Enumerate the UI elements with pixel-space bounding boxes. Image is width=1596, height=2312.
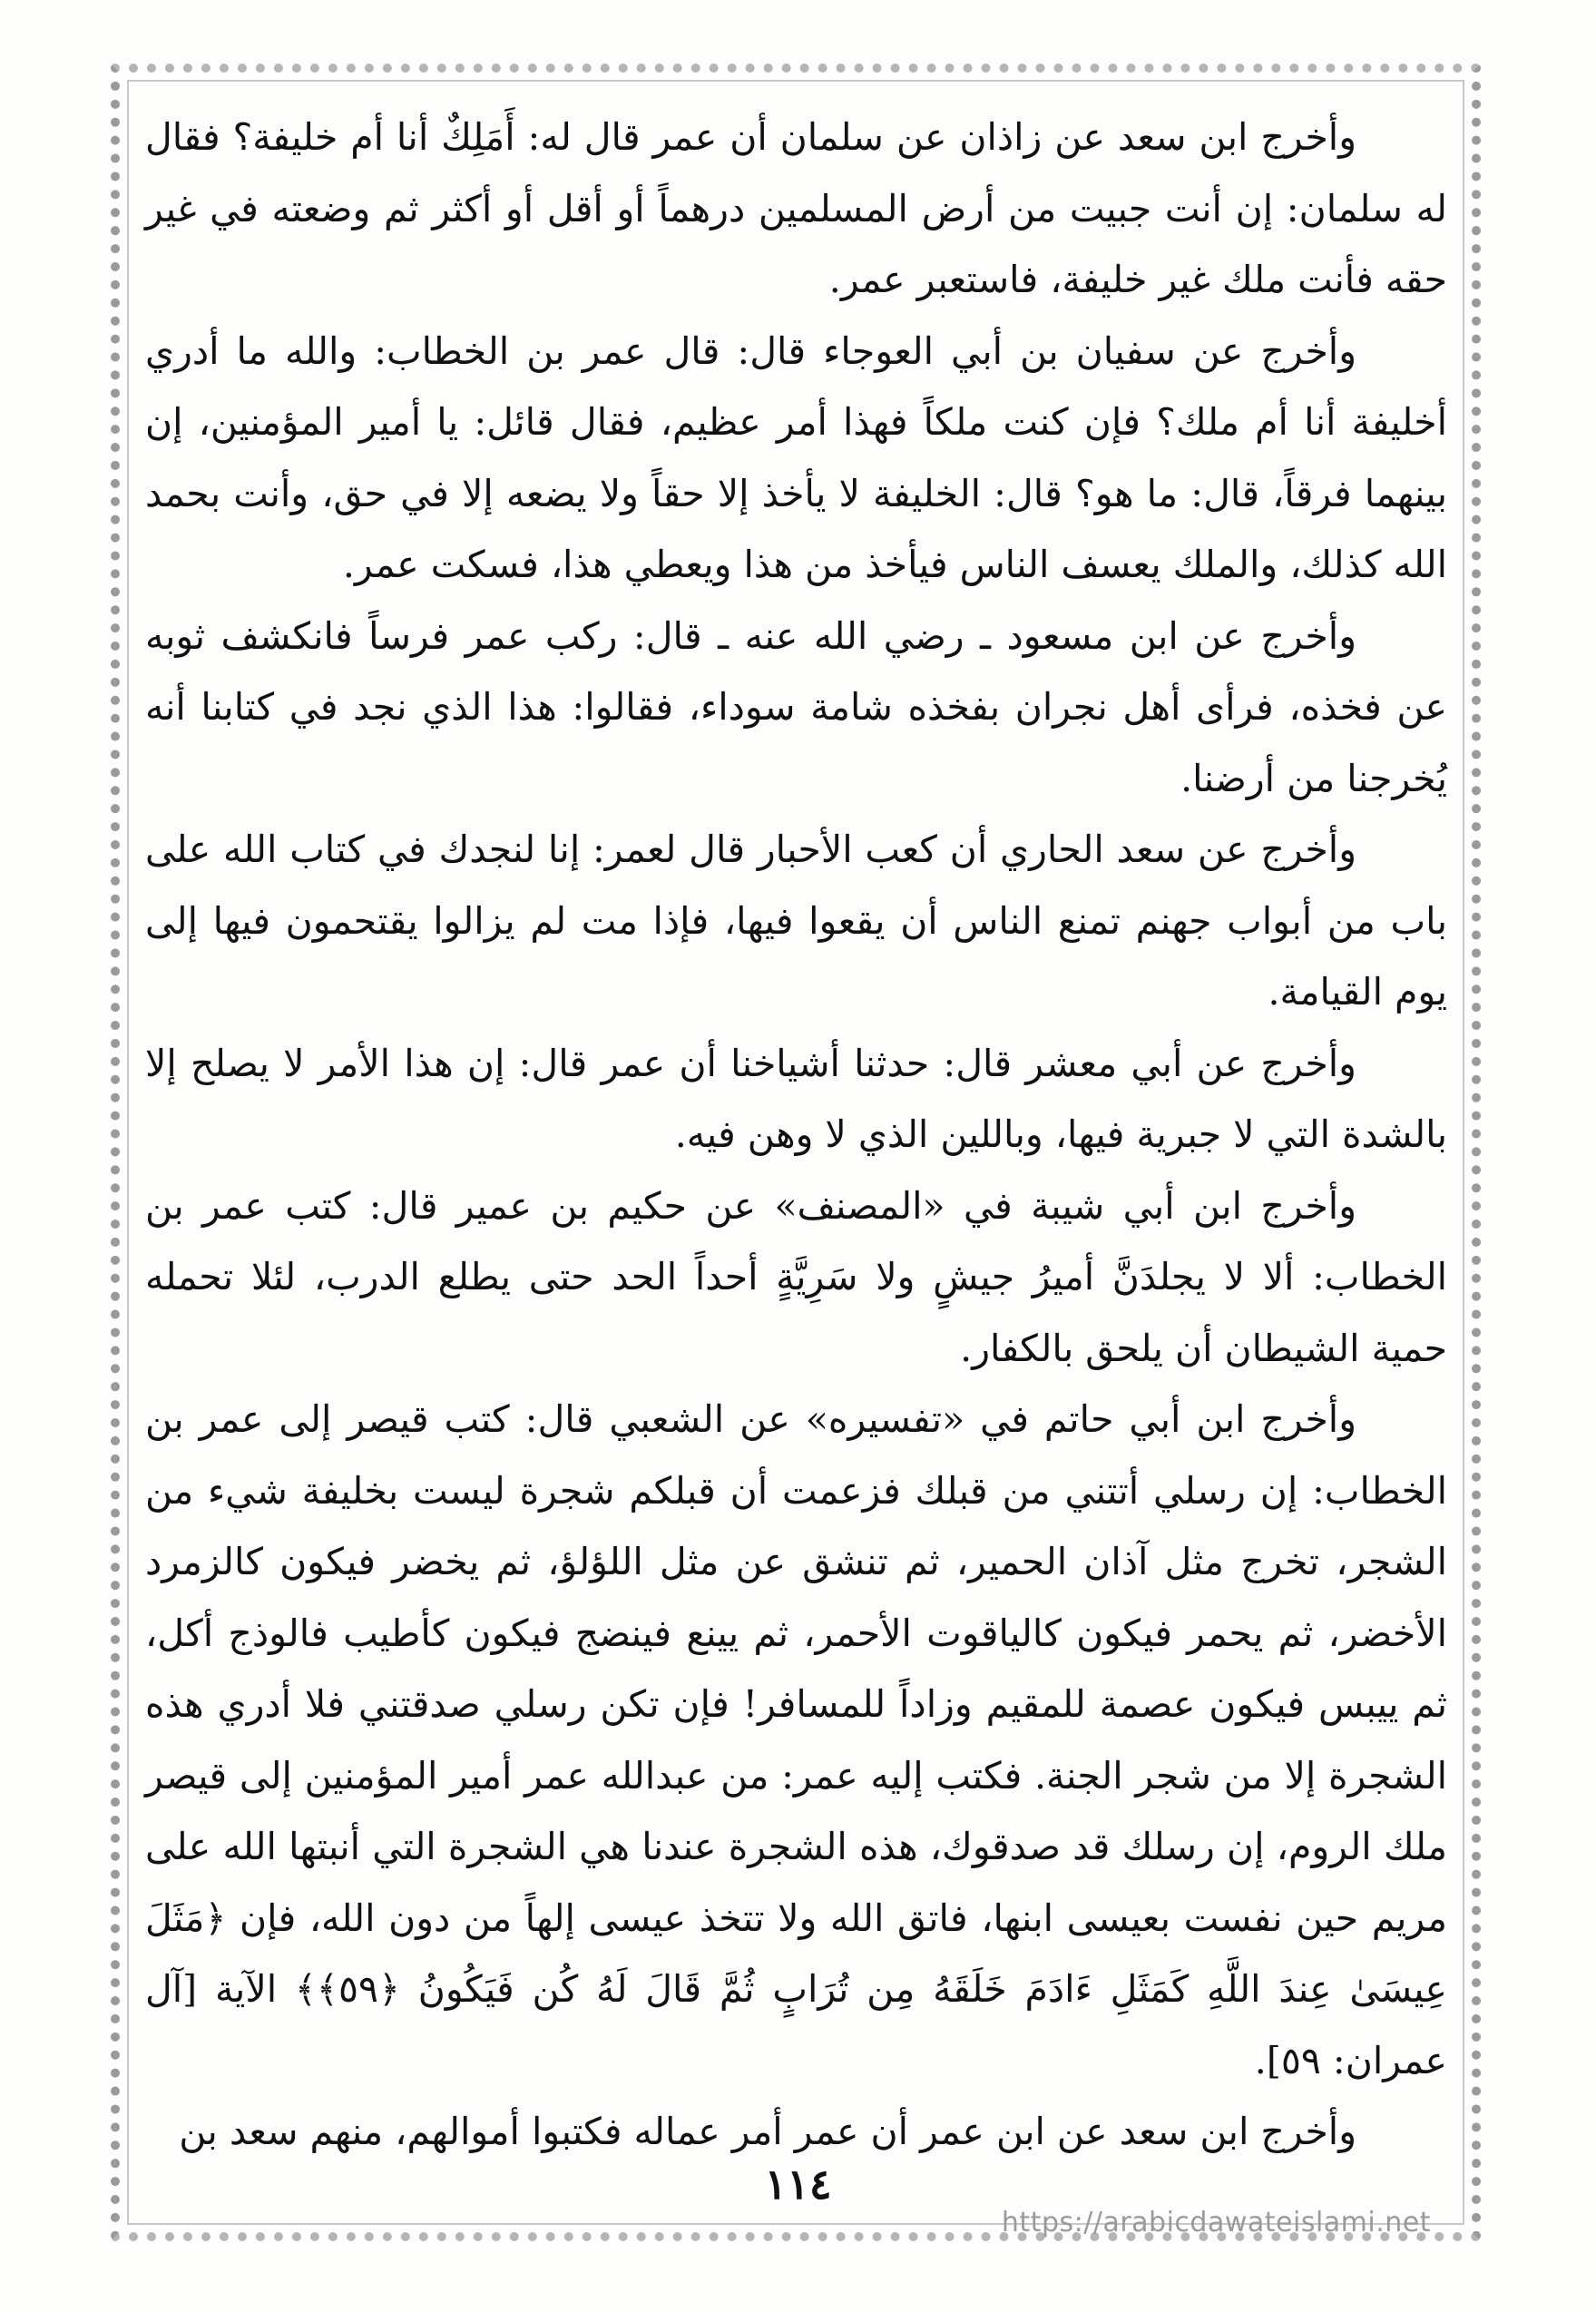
paragraph: وأخرج ابن سعد عن ابن عمر أن عمر أمر عماله فكتبوا أموالهم، منهم سعد بن bbox=[179, 2110, 1356, 2153]
page-number: ١١٤ bbox=[764, 2160, 832, 2209]
paragraph: وأخرج عن سفيان بن أبي العوجاء قال: قال عمر بن الخطاب: والله ما أدري أخليفة أنا أم ملك؟ فإن كنت ملكاً فهذا أمر عظيم، فقال قائل: يا أمير المؤمنين، إن بينهما فرقاً، قال: ما هو؟ قال: الخليفة لا يأخذ إلا حقاً ولا يضعه إلا في حق، وأنت بحمد الله كذلك، والملك يعسف الناس فيأخذ من هذا ويعطي هذا، فسكت عمر. bbox=[145, 328, 1447, 586]
paragraph: وأخرج عن ابن مسعود ـ رضي الله عنه ـ قال: ركب عمر فرساً فانكشف ثوبه عن فخذه، فرأى أهل نجران بفخذه شامة سوداء، فقالوا: هذا الذي نجد في كتابنا أنه يُخرجنا من أرضنا. bbox=[145, 613, 1447, 800]
paragraph: وأخرج ابن أبي حاتم في «تفسيره» عن الشعبي قال: كتب قيصر إلى عمر بن الخطاب: إن رسلي أتتني من قبلك فزعمت أن قبلكم شجرة ليست بخليفة شيء من الشجر، تخرج مثل آذان الحمير، ثم تنشق عن مثل اللؤلؤ، ثم يخضر فيكون كالزمرد الأخضر، ثم يحمر فيكون كالياقوت الأحمر، ثم يينع فينضج فيكون كأطيب فالوذج أكل، ثم ييبس فيكون عصمة للمقيم وزاداً للمسافر! فإن تكن رسلي صدقتني فلا أدري هذه الشجرة إلا من شجر الجنة. فكتب إليه عمر: من عبدالله عمر أمير المؤمنين إلى قيصر ملك الروم، إن رسلك قد صدقوك، هذه الشجرة عندنا هي الشجرة التي أنبتها الله على مريم حين نفست بعيسى ابنها، فاتق الله ولا تتخذ عيسى إلهاً من دون الله، فإن ﴿مَثَلَ عِيسَىٰ عِندَ اللَّهِ كَمَثَلِ ءَادَمَ خَلَقَهُ مِن تُرَابٍ ثُمَّ قَالَ لَهُ كُن فَيَكُونُ ﴿٥٩﴾﴾ الآية [آل عمران: ٥٩]. bbox=[145, 1397, 1447, 2082]
paragraph: وأخرج عن أبي معشر قال: حدثنا أشياخنا أن عمر قال: إن هذا الأمر لا يصلح إلا بالشدة التي لا جبرية فيها، وباللين الذي لا وهن فيه. bbox=[145, 1041, 1447, 1156]
paragraph: وأخرج ابن سعد عن زاذان عن سلمان أن عمر قال له: أَمَلِكٌ أنا أم خليفة؟ فقال له سلمان: إن أنت جبيت من أرض المسلمين درهماً أو أقل أو أكثر ثم وضعته في غير حقه فأنت ملك غير خليفة، فاستعبر عمر. bbox=[145, 115, 1447, 301]
paragraph: وأخرج ابن أبي شيبة في «المصنف» عن حكيم بن عمير قال: كتب عمر بن الخطاب: ألا لا يجلدَنَّ أميرُ جيشٍ ولا سَرِيَّةٍ أحداً الحد حتى يطلع الدرب، لئلا تحمله حمية الشيطان أن يلحق بالكفار. bbox=[145, 1183, 1447, 1370]
watermark-url: https://arabicdawateislami.net bbox=[1001, 2207, 1431, 2239]
paragraph: وأخرج عن سعد الحاري أن كعب الأحبار قال لعمر: إنا لنجدك في كتاب الله على باب من أبواب جهنم تمنع الناس أن يقعوا فيها، فإذا مت لم يزالوا يقتحمون فيها إلى يوم القيامة. bbox=[145, 828, 1447, 1014]
body-text bbox=[145, 102, 1447, 2168]
